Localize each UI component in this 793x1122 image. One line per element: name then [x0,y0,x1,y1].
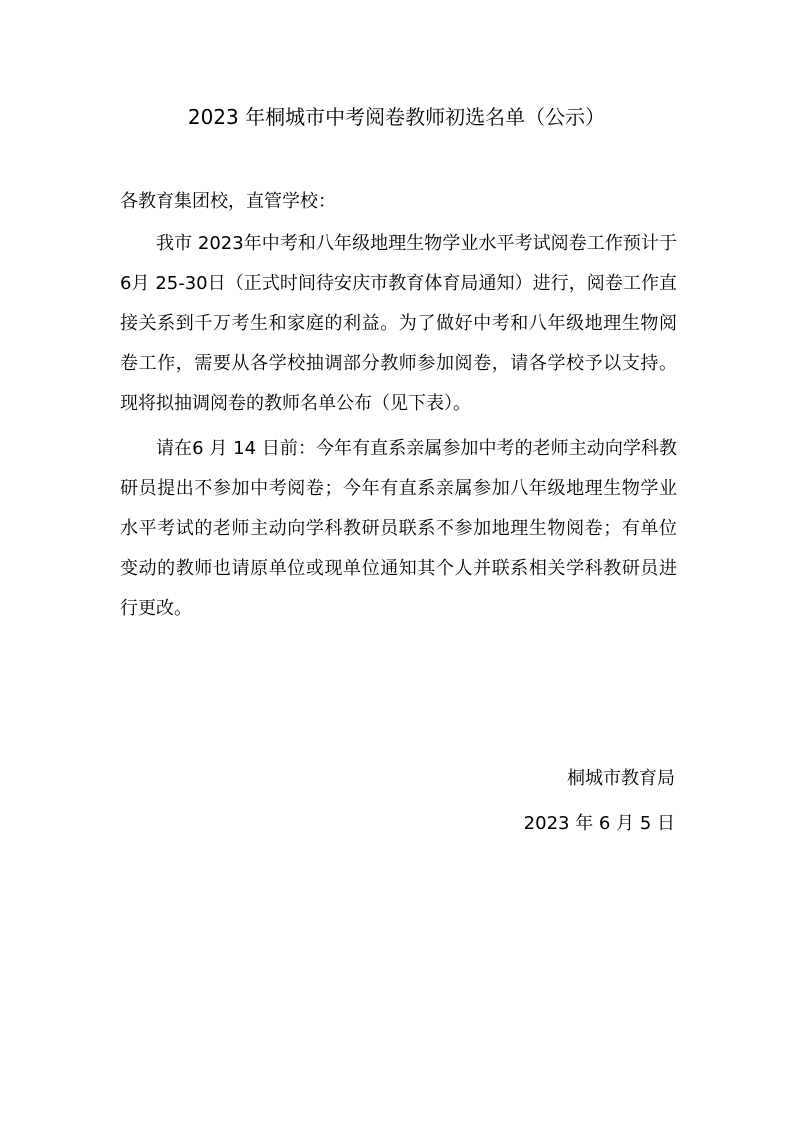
salutation: 各教育集团校，直管学校： [120,191,336,212]
signature-organization: 桐城市教育局 [567,768,675,789]
document-title: 2023 年桐城市中考阅卷教师初选名单（公示） [187,105,606,129]
body-paragraph-1: 我市 2023年中考和八年级地理生物学业水平考试阅卷工作预计于6月 25-30日（正式时间待安庆市教育体育局通知）进行，阅卷工作直接关系到千万考生和家庭的利益。为了做好中考和八年级地理生物阅卷工作，需要从各学校抽调部分教师参加阅卷，请各学校予以支持。现将拟抽调阅卷的教师名单公布（见下表）。 [120,233,677,414]
signature-date: 2023 年 6 月 5 日 [523,813,675,834]
body-paragraph-2: 请在6 月 14 日前：今年有直系亲属参加中考的老师主动向学科教研员提出不参加中考阅卷；今年有直系亲属参加八年级地理生物学业水平考试的老师主动向学科教研员联系不参加地理生物阅卷；有单位变动的教师也请原单位或现单位通知其个人并联系相关学科教研员进行更改。 [120,438,677,619]
